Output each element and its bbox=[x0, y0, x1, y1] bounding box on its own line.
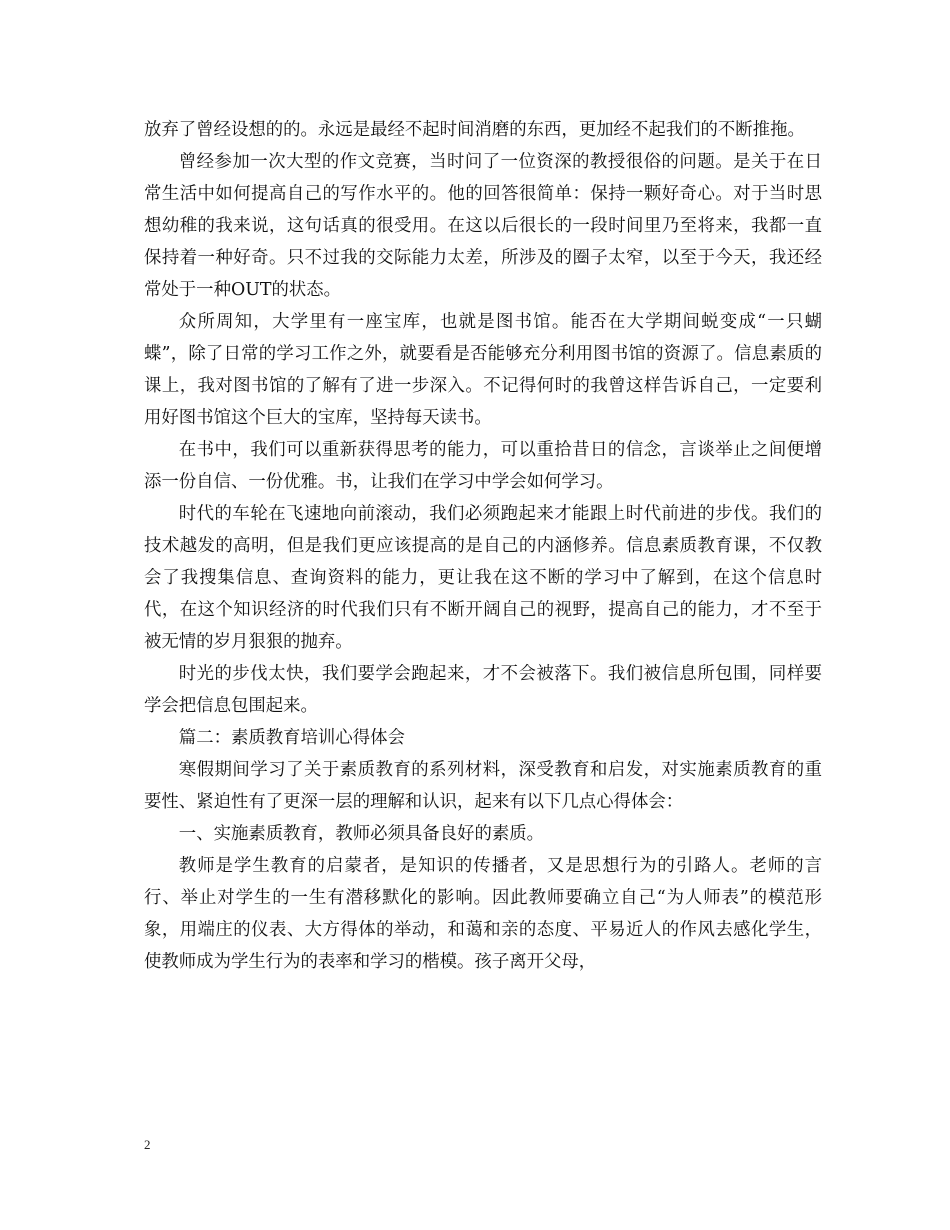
paragraph: 放弃了曾经设想的的。永远是最经不起时间消磨的东西，更加经不起我们的不断推拖。 bbox=[144, 120, 805, 140]
paragraph: 曾经参加一次大型的作文竞赛，当时问了一位资深的教授很俗的问题。是关于在日常生活中如何提高自己的写作水平的。他的回答很简单：保持一颗好奇心。对于当时思想幼稚的我来说，这句话真的很受用。在这以后很长的一段时间里乃至将来，我都一直保持着一种好奇。只不过我的交际能力太差，所涉及的圈子太窄，以至于今天，我还经常处于一种OUT的状态。 bbox=[144, 152, 822, 300]
paragraph: 在书中，我们可以重新获得思考的能力，可以重拾昔日的信念，言谈举止之间便增添一份自信、一份优雅。书，让我们在学习中学会如何学习。 bbox=[144, 440, 822, 492]
paragraph: 教师是学生教育的启蒙者，是知识的传播者，又是思想行为的引路人。老师的言行、举止对学生的一生有潜移默化的影响。因此教师要确立自己“为人师表”的模范形象，用端庄的仪表、大方得体的举动，和蔼和亲的态度、平易近人的作风去感化学生，使教师成为学生行为的表率和学习的楷模。孩子离开父母， bbox=[144, 856, 822, 972]
section-heading: 篇二：素质教育培训心得体会 bbox=[178, 728, 405, 748]
paragraph: 时光的步伐太快，我们要学会跑起来，才不会被落下。我们被信息所包围，同样要学会把信息包围起来。 bbox=[144, 664, 822, 716]
paragraph: 寒假期间学习了关于素质教育的系列材料，深受教育和启发，对实施素质教育的重要性、紧迫性有了更深一层的理解和认识，起来有以下几点心得体会： bbox=[144, 760, 822, 812]
subheading: 一、实施素质教育，教师必须具备良好的素质。 bbox=[178, 824, 545, 844]
paragraph: 众所周知，大学里有一座宝库，也就是图书馆。能否在大学期间蜕变成“一只蝴蝶”，除了日常的学习工作之外，就要看是否能够充分利用图书馆的资源了。信息素质的课上，我对图书馆的了解有了进一步深入。不记得何时的我曾这样告诉自己，一定要利用好图书馆这个巨大的宝库，坚持每天读书。 bbox=[144, 312, 822, 428]
page-number: 2 bbox=[144, 1137, 151, 1152]
document-body bbox=[144, 114, 822, 978]
paragraph: 时代的车轮在飞速地向前滚动，我们必须跑起来才能跟上时代前进的步伐。我们的技术越发的高明，但是我们更应该提高的是自己的内涵修养。信息素质教育课，不仅教会了我搜集信息、查询资料的能力，更让我在这不断的学习中了解到，在这个信息时代，在这个知识经济的时代我们只有不断开阔自己的视野，提高自己的能力，才不至于被无情的岁月狠狠的抛弃。 bbox=[144, 504, 822, 652]
